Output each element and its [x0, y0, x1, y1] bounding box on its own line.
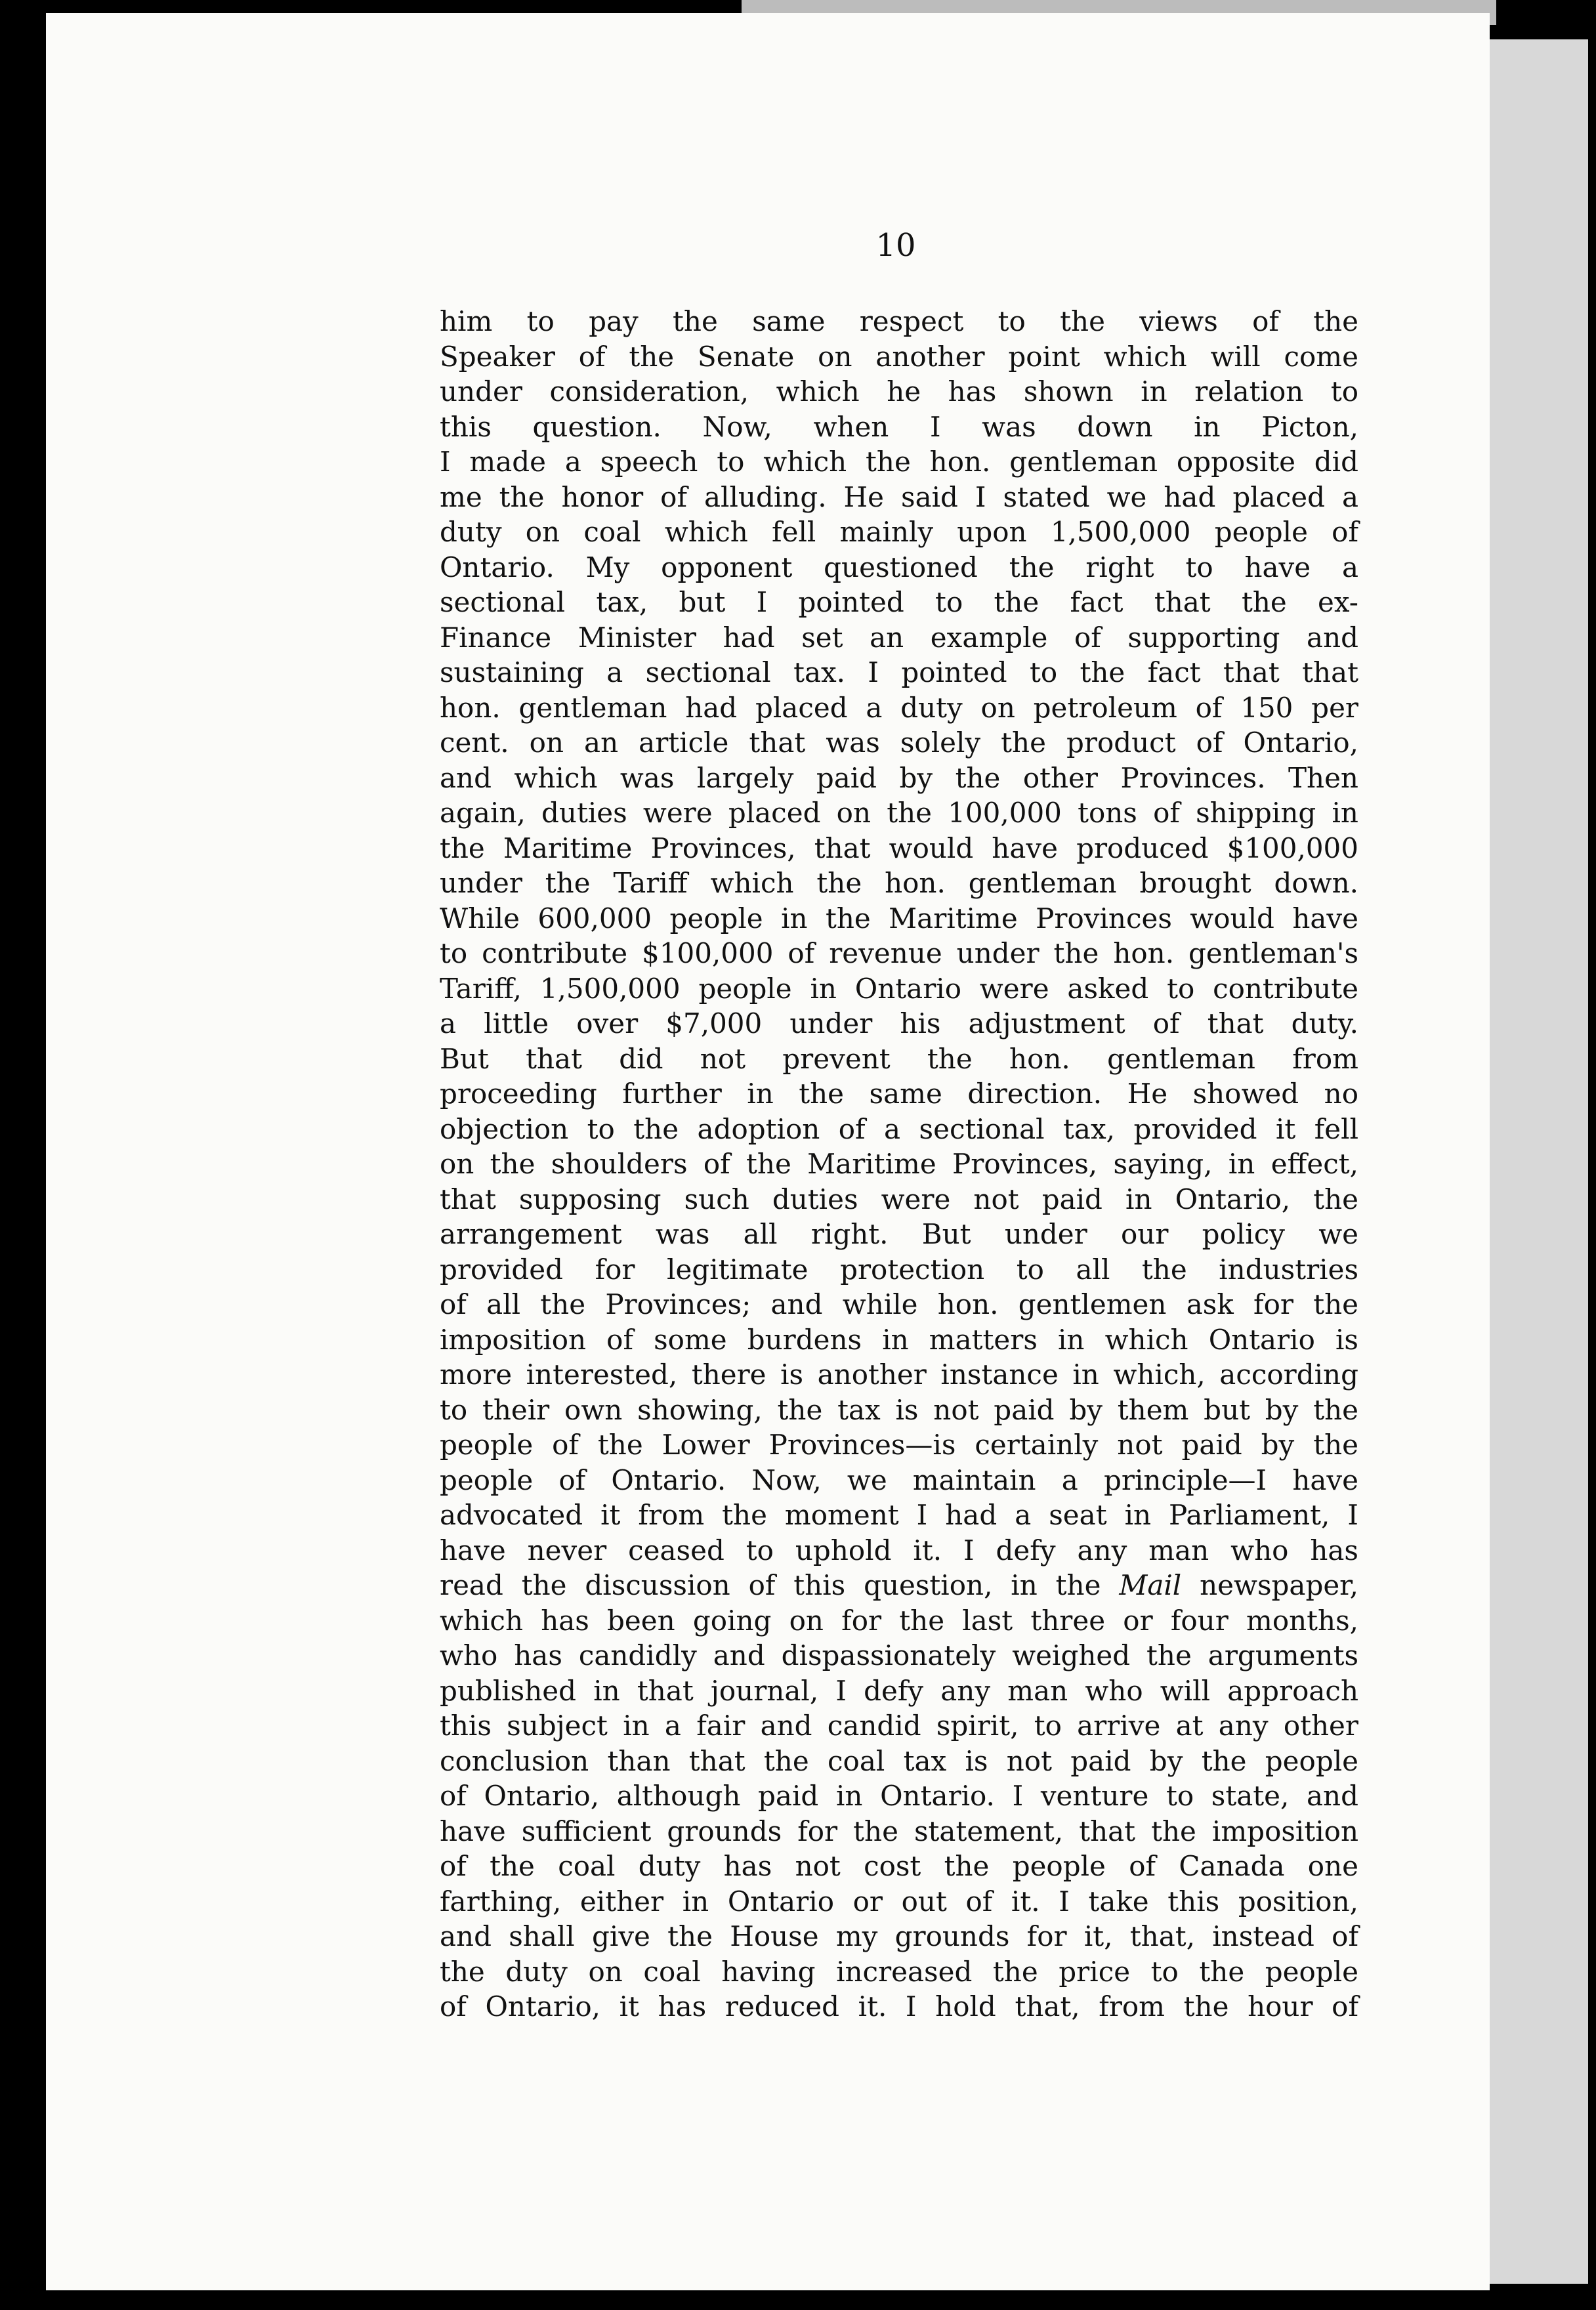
text-line: objection to the adoption of a sectional tax, provided it fell	[440, 1112, 1358, 1145]
text-line: people of Ontario. Now, we maintain a principle—I have	[440, 1463, 1358, 1496]
text-line: have sufficient grounds for the statement, that the imposition	[440, 1815, 1358, 1847]
text-line: and which was largely paid by the other Provinces. Then	[440, 761, 1358, 794]
text-line: conclusion than that the coal tax is not paid by the people	[440, 1744, 1358, 1777]
text-line: I made a speech to which the hon. gentleman opposite did	[440, 446, 1358, 478]
text-line: Tariff, 1,500,000 people in Ontario were asked to contribute	[440, 972, 1358, 1005]
text-line: Ontario. My opponent questioned the right to have a	[440, 551, 1358, 583]
text-line: and shall give the House my grounds for it, that, instead of	[440, 1920, 1358, 1952]
text-line: duty on coal which fell mainly upon 1,500,000 people of	[440, 516, 1358, 548]
body-text	[440, 304, 1358, 2025]
text-line: to contribute $100,000 of revenue under the hon. gentleman's	[440, 937, 1358, 969]
text-line: of all the Provinces; and while hon. gentlemen ask for the	[440, 1288, 1358, 1320]
text-line: to their own showing, the tax is not paid by them but by the	[440, 1393, 1358, 1426]
text-line: advocated it from the moment I had a seat in Parliament, I	[440, 1499, 1358, 1531]
text-line: me the honor of alluding. He said I stated we had placed a	[440, 480, 1358, 513]
text-line: of the coal duty has not cost the people of Canada one	[440, 1850, 1358, 1882]
text-line: this question. Now, when I was down in Picton,	[440, 410, 1358, 443]
text-line: published in that journal, I defy any man who will approach	[440, 1674, 1358, 1707]
text-line: imposition of some burdens in matters in which Ontario is	[440, 1323, 1358, 1356]
text-line: But that did not prevent the hon. gentleman from	[440, 1042, 1358, 1075]
text-line: Finance Minister had set an example of supporting and	[440, 621, 1358, 654]
text-line: have never ceased to uphold it. I defy any man who has	[440, 1534, 1358, 1566]
text-line: under consideration, which he has shown in relation to	[440, 375, 1358, 408]
text-line: arrangement was all right. But under our policy we	[440, 1218, 1358, 1250]
text-line: sustaining a sectional tax. I pointed to the fact that that	[440, 656, 1358, 688]
text-line: on the shoulders of the Maritime Provinces, saying, in effect,	[440, 1148, 1358, 1180]
next-page-edge	[1490, 39, 1588, 2284]
newspaper-name: Mail	[1119, 1569, 1182, 1601]
text-line: who has candidly and dispassionately weighed the arguments	[440, 1639, 1358, 1671]
text-line: him to pay the same respect to the views of the	[440, 305, 1358, 337]
text-line: sectional tax, but I pointed to the fact that the ex-	[440, 586, 1358, 618]
text-line: more interested, there is another instance in which, according	[440, 1358, 1358, 1391]
text-line: read the discussion of this question, in the Mail newspaper,	[440, 1569, 1358, 1601]
text-line: people of the Lower Provinces—is certainly not paid by the	[440, 1429, 1358, 1461]
text-line: which has been going on for the last three or four months,	[440, 1604, 1358, 1637]
text-line: of Ontario, it has reduced it. I hold that, from the hour of	[440, 1990, 1358, 2023]
text-line: cent. on an article that was solely the product of Ontario,	[440, 726, 1358, 759]
page-number: 10	[875, 227, 916, 264]
text-line: the duty on coal having increased the price to the people	[440, 1955, 1358, 1988]
text-line: provided for legitimate protection to all the industries	[440, 1253, 1358, 1286]
text-line: the Maritime Provinces, that would have produced $100,000	[440, 831, 1358, 864]
text-line: farthing, either in Ontario or out of it. I take this position,	[440, 1885, 1358, 1918]
text-line: again, duties were placed on the 100,000 tons of shipping in	[440, 797, 1358, 829]
text-line: this subject in a fair and candid spirit, to arrive at any other	[440, 1710, 1358, 1742]
text-line: Speaker of the Senate on another point which will come	[440, 340, 1358, 373]
text-line: under the Tariff which the hon. gentleman brought down.	[440, 867, 1358, 899]
text-line: that supposing such duties were not paid in Ontario, the	[440, 1183, 1358, 1215]
text-line: a little over $7,000 under his adjustment of that duty.	[440, 1007, 1358, 1040]
text-line: proceeding further in the same direction. He showed no	[440, 1078, 1358, 1110]
text-line: While 600,000 people in the Maritime Provinces would have	[440, 902, 1358, 934]
text-line: hon. gentleman had placed a duty on petroleum of 150 per	[440, 691, 1358, 724]
text-line: of Ontario, although paid in Ontario. I venture to state, and	[440, 1780, 1358, 1812]
